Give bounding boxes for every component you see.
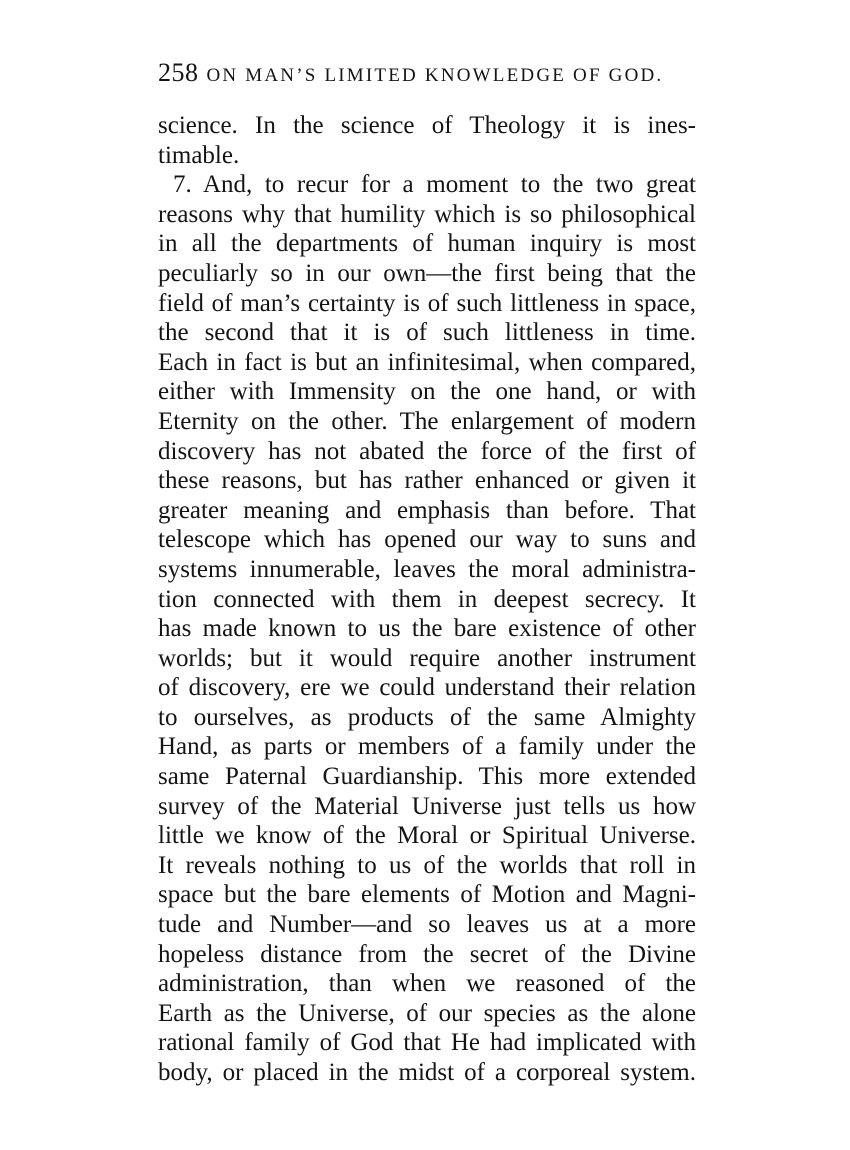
text-line: greater meaning and emphasis than before. That [158,496,696,524]
text-line: body, or placed in the midst of a corporeal system. [158,1059,696,1086]
running-head-title: ON MAN’S LIMITED KNOWLEDGE OF GOD. [206,65,664,86]
text-line: these reasons, but has rather enhanced or given it [158,467,696,495]
text-line: science. In the science of Theology it is ines- [158,112,696,139]
text-line: field of man’s certainty is of such littleness in space, [158,289,696,317]
body-text [158,111,696,1088]
text-line: Eternity on the other. The enlargement of modern [158,407,696,435]
text-line: in all the departments of human inquiry is most [158,230,696,258]
text-line: has made known to us the bare existence of other [158,615,696,643]
text-line: reasons why that humility which is so philosophical [158,200,696,228]
text-line: telescope which has opened our way to suns and [158,526,696,554]
text-line: space but the bare elements of Motion and Magni- [158,881,696,909]
text-line: of discovery, ere we could understand their relation [158,674,696,702]
text-line: survey of the Material Universe just tells us how [158,792,696,820]
text-line: same Paternal Guardianship. This more extended [158,763,696,791]
text-line: little we know of the Moral or Spiritual Universe. [158,822,696,850]
text-line: peculiarly so in our own—the first being that the [158,259,696,287]
text-line: tude and Number—and so leaves us at a more [158,911,696,939]
text-line: rational family of God that He had implicated with [158,1029,696,1057]
running-head [158,58,698,92]
text-line: administration, than when we reasoned of the [158,970,696,998]
text-line: Each in fact is but an infinitesimal, when compared, [158,348,696,376]
text-line: worlds; but it would require another instrument [158,644,696,672]
page-number: 258 [158,58,199,87]
text-line: Hand, as parts or members of a family under the [158,733,696,761]
text-line: timable. [158,141,240,169]
text-line: It reveals nothing to us of the worlds that roll in [158,851,696,879]
text-line: tion connected with them in deepest secrecy. It [158,585,696,613]
text-line: discovery has not abated the force of the first of [158,437,696,465]
text-line: 7. And, to recur for a moment to the two great [173,171,696,199]
text-line: the second that it is of such littleness in time. [158,319,696,347]
text-line: systems innumerable, leaves the moral administra- [158,555,696,583]
text-line: to ourselves, as products of the same Almighty [158,703,696,731]
text-line: Earth as the Universe, of our species as the alone [158,999,696,1027]
text-line: either with Immensity on the one hand, or with [158,378,696,406]
text-line: hopeless distance from the secret of the Divine [158,940,696,968]
